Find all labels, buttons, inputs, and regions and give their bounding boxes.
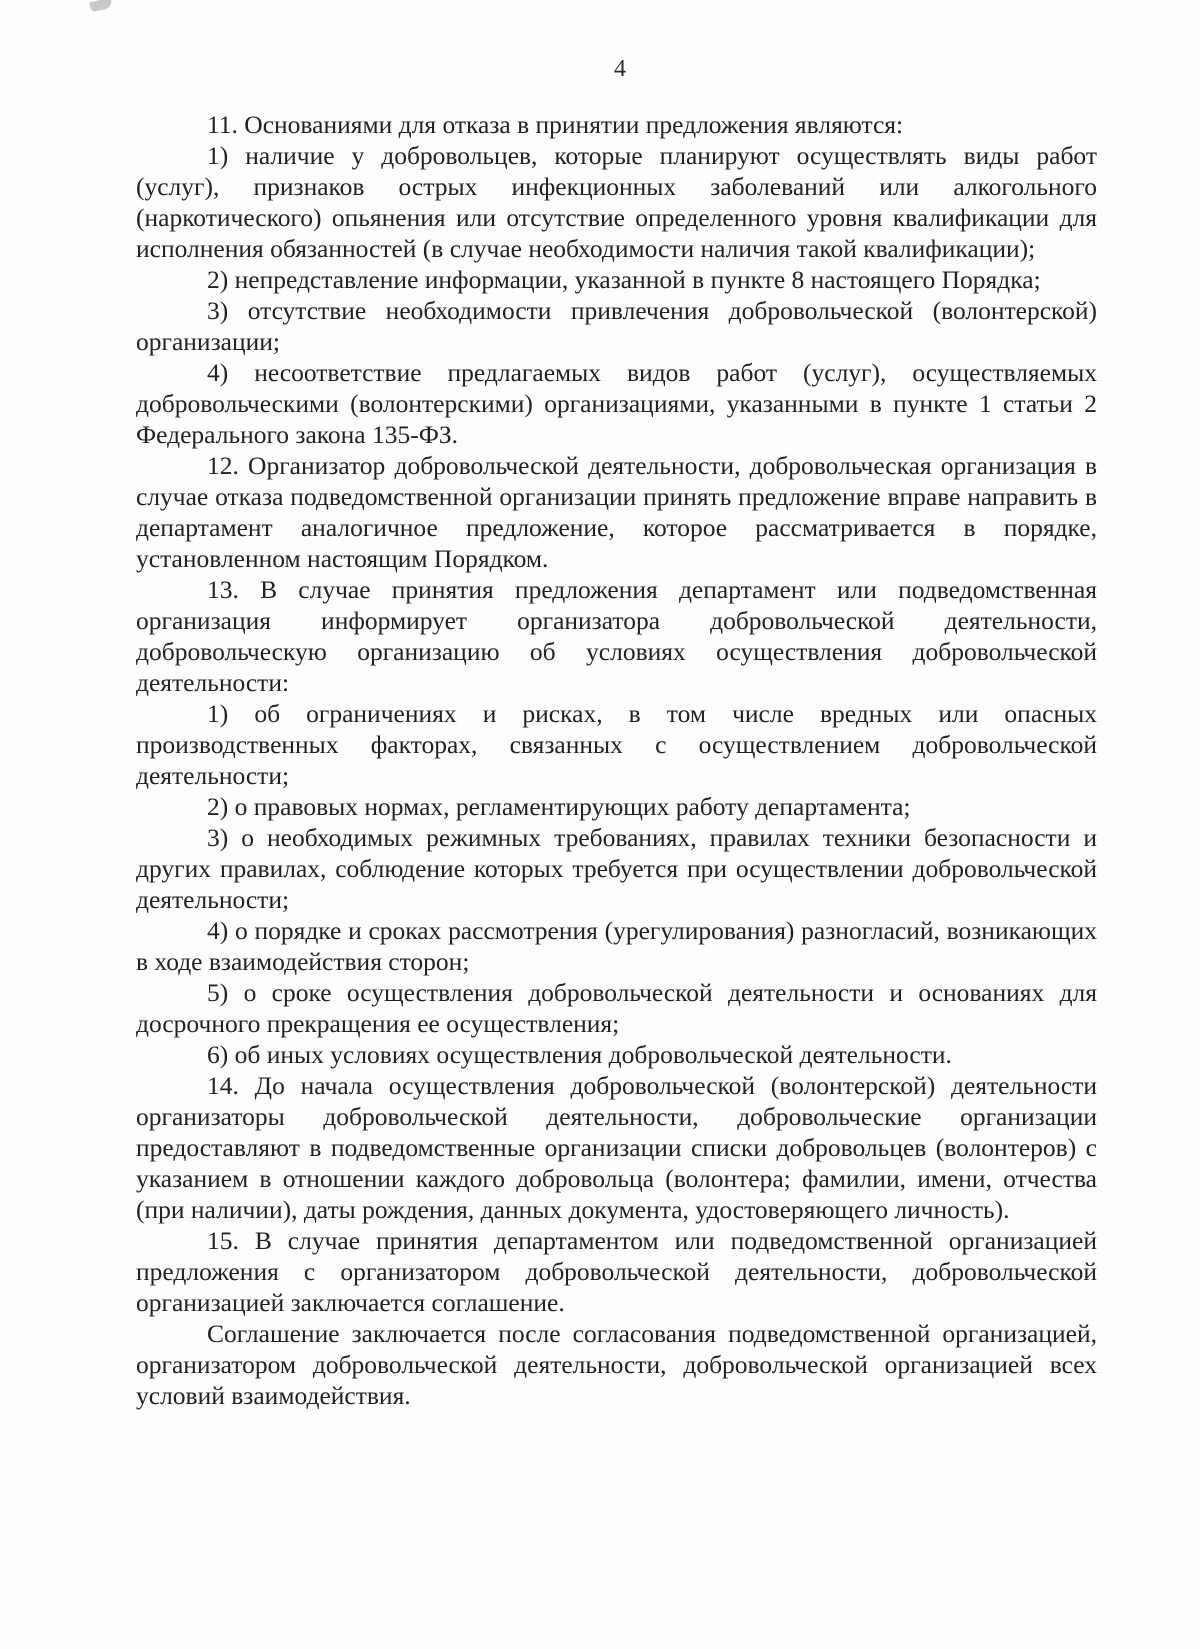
paragraph-12: 12. Организатор добровольческой деятельности, добровольческая организация в случае отказа подведомственной организации принять предложение вправе направить в департамент аналогичное предложение, которое рассматривается в порядке, установленном настоящим Порядком. <box>136 451 1097 573</box>
paragraph-15: 15. В случае принятия департаментом или подведомственной организацией предложения с организатором добровольческой деятельности, добровольческой организацией заключается соглашение. <box>136 1226 1097 1317</box>
paragraph-13-item-3: 3) о необходимых режимных требованиях, правилах техники безопасности и других правилах, соблюдение которых требуется при осуществлении добровольческой деятельности; <box>136 823 1097 914</box>
paragraph-13-item-2: 2) о правовых нормах, регламентирующих работу департамента; <box>207 792 911 821</box>
scan-artifact <box>89 0 113 12</box>
paragraph-14: 14. До начала осуществления добровольческой (волонтерской) деятельности организаторы добровольческой деятельности, добровольческие организации предоставляют в подведомственные организации списки добровольцев (волонтеров) с указанием в отношении каждого добровольца (волонтера; фамилии, имени, отчества (при наличии), даты рождения, данных документа, удостоверяющего личность). <box>136 1071 1097 1224</box>
paragraph-11-item-4: 4) несоответствие предлагаемых видов работ (услуг), осуществляемых добровольческими (волонтерскими) организациями, указанными в пункте 1 статьи 2 Федерального закона 135-ФЗ. <box>136 358 1097 449</box>
paragraph-13-item-1: 1) об ограничениях и рисках, в том числе вредных или опасных производственных факторах, связанных с осуществлением добровольческой деятельности; <box>136 699 1097 790</box>
paragraph-11-item-3: 3) отсутствие необходимости привлечения добровольческой (волонтерской) организации; <box>136 296 1097 356</box>
page-number: 4 <box>614 56 626 82</box>
paragraph-13-item-4: 4) о порядке и сроках рассмотрения (урегулирования) разногласий, возникающих в ходе взаимодействия сторон; <box>136 916 1097 976</box>
paragraph-11-heading: 11. Основаниями для отказа в принятии предложения являются: <box>207 110 904 139</box>
paragraph-15-agreement: Соглашение заключается после согласования подведомственной организацией, организатором добровольческой деятельности, добровольческой организацией всех условий взаимодействия. <box>136 1319 1097 1410</box>
paragraph-11-item-1: 1) наличие у добровольцев, которые планируют осуществлять виды работ (услуг), признаков острых инфекционных заболеваний или алкогольного (наркотического) опьянения или отсутствие определенного уровня квалификации для исполнения обязанностей (в случае необходимости наличия такой квалификации); <box>136 141 1097 263</box>
paragraph-11-item-2: 2) непредставление информации, указанной в пункте 8 настоящего Порядка; <box>207 265 1041 294</box>
paragraph-13-item-5: 5) о сроке осуществления добровольческой деятельности и основаниях для досрочного прекращения ее осуществления; <box>136 978 1097 1038</box>
paragraph-13-heading: 13. В случае принятия предложения департамент или подведомственная организация информирует организатора добровольческой деятельности, добровольческую организацию об условиях осуществления добровольческой деятельности: <box>136 575 1097 697</box>
document-body <box>136 109 1097 1411</box>
paragraph-13-item-6: 6) об иных условиях осуществления добровольческой деятельности. <box>207 1040 952 1069</box>
